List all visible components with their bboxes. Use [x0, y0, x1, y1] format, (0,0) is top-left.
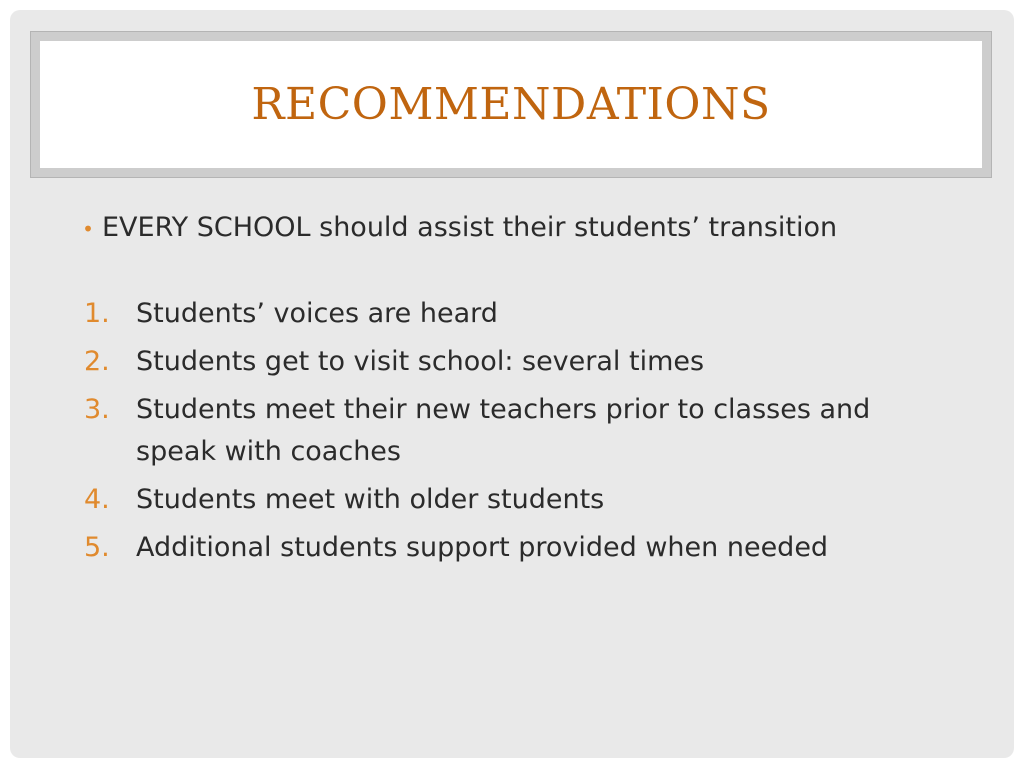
list-number: 5. — [84, 532, 110, 563]
numbered-list — [74, 293, 974, 569]
list-item — [74, 479, 974, 521]
slide-content — [74, 208, 974, 575]
slide — [10, 10, 1014, 758]
list-item — [74, 293, 974, 335]
bullet-text: EVERY SCHOOL should assist their students’ transition — [102, 212, 838, 243]
bullet-marker: • — [82, 217, 94, 241]
list-item — [74, 341, 974, 383]
list-item — [74, 527, 974, 569]
list-number: 2. — [84, 346, 110, 377]
list-item — [74, 389, 974, 473]
bullet-item — [74, 208, 974, 249]
list-item-text: Students’ voices are heard — [136, 298, 498, 329]
list-number: 4. — [84, 484, 110, 515]
list-number: 1. — [84, 298, 110, 329]
list-item-text: Students get to visit school: several times — [136, 346, 705, 377]
list-item-text: Additional students support provided when needed — [136, 532, 829, 563]
list-number: 3. — [84, 394, 110, 425]
list-item-text: Students meet their new teachers prior to classes and speak with coaches — [136, 394, 871, 467]
slide-title: RECOMMENDATIONS — [251, 79, 771, 130]
list-item-text: Students meet with older students — [136, 484, 605, 515]
title-frame — [30, 31, 992, 178]
title-box — [40, 41, 982, 168]
